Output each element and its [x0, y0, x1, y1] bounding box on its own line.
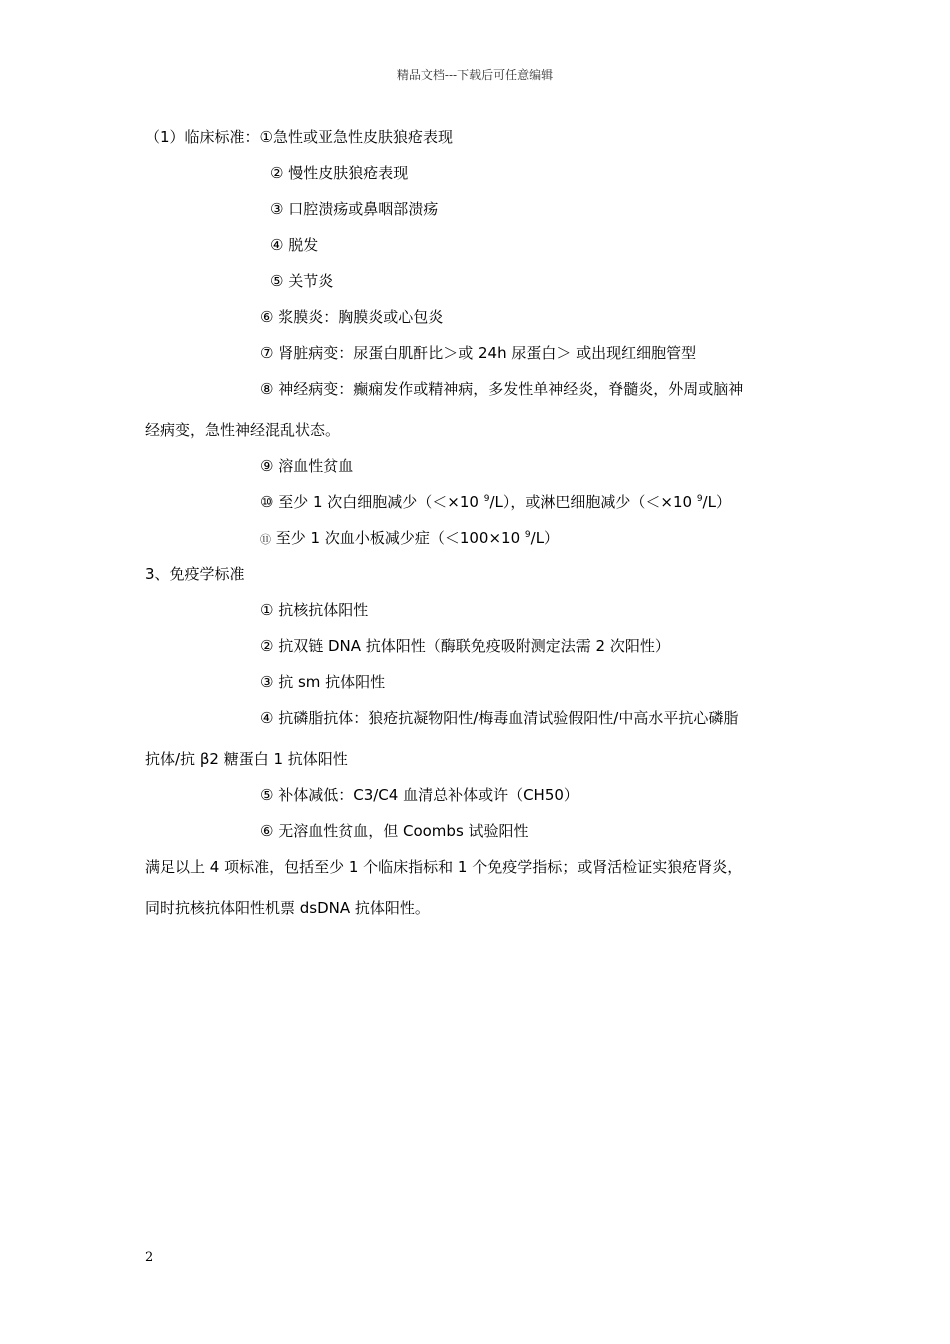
clinical-item-10-middle: /L），或淋巴细胞减少（＜×10	[489, 493, 697, 511]
clinical-item-10	[260, 492, 731, 512]
clinical-item-11-suffix: /L）	[530, 529, 560, 547]
clinical-item-11	[260, 528, 559, 550]
clinical-item-11-number: ⑪	[260, 533, 271, 546]
clinical-item-8: ⑧ 神经病变：癫痫发作或精神病，多发性单神经炎，脊髓炎，外周或脑神	[260, 380, 744, 398]
immuno-item-3: ③ 抗 sm 抗体阳性	[260, 673, 386, 691]
clinical-item-11-exponent: 9	[524, 530, 531, 540]
immuno-item-4: ④ 抗磷脂抗体：狼疮抗凝物阳性/梅毒血清试验假阳性/中高水平抗心磷脂	[260, 709, 739, 727]
clinical-item-5: ⑤ 关节炎	[270, 272, 334, 290]
clinical-item-4: ④ 脱发	[270, 236, 319, 254]
clinical-item-7: ⑦ 肾脏病变：尿蛋白肌酐比＞或 24h 尿蛋白＞ 或出现红细胞管型	[260, 344, 697, 362]
immuno-item-2: ② 抗双链 DNA 抗体阳性（酶联免疫吸附测定法需 2 次阳性）	[260, 637, 670, 655]
page-header: 精品文档---下载后可任意编辑	[396, 68, 554, 82]
page-number: 2	[145, 1250, 154, 1265]
clinical-item-3: ③ 口腔溃疡或鼻咽部溃疡	[270, 200, 439, 218]
clinical-item-1: ①急性或亚急性皮肤狼疮表现	[259, 128, 453, 146]
conclusion-line-2: 同时抗核抗体阳性机票 dsDNA 抗体阳性。	[145, 899, 430, 917]
clinical-item-11-prefix: 至少 1 次血小板减少症（＜100×10	[271, 529, 525, 547]
clinical-item-8-continued: 经病变，急性神经混乱状态。	[145, 421, 341, 439]
clinical-criteria-line-1	[145, 127, 453, 147]
conclusion-line-1: 满足以上 4 项标准，包括至少 1 个临床指标和 1 个免疫学指标；或肾活检证实狼疮肾炎，	[145, 858, 743, 876]
clinical-item-10-exponent-2: 9	[696, 494, 703, 504]
clinical-item-2: ② 慢性皮肤狼疮表现	[270, 164, 409, 182]
clinical-heading: （1）临床标准：	[145, 128, 260, 146]
clinical-item-10-suffix: /L）	[702, 493, 731, 511]
clinical-item-10-prefix: ⑩ 至少 1 次白细胞减少（＜×10	[260, 493, 484, 511]
immuno-item-6: ⑥ 无溶血性贫血，但 Coombs 试验阳性	[260, 822, 529, 840]
immuno-item-5: ⑤ 补体减低：C3/C4 血清总补体或许（CH50）	[260, 786, 579, 804]
immuno-heading: 3、免疫学标准	[145, 565, 245, 583]
clinical-item-6: ⑥ 浆膜炎：胸膜炎或心包炎	[260, 308, 444, 326]
clinical-item-9: ⑨ 溶血性贫血	[260, 457, 354, 475]
immuno-item-1: ① 抗核抗体阳性	[260, 601, 369, 619]
immuno-item-4-continued: 抗体/抗 β2 糖蛋白 1 抗体阳性	[145, 750, 348, 768]
clinical-item-10-exponent-1: 9	[483, 494, 490, 504]
